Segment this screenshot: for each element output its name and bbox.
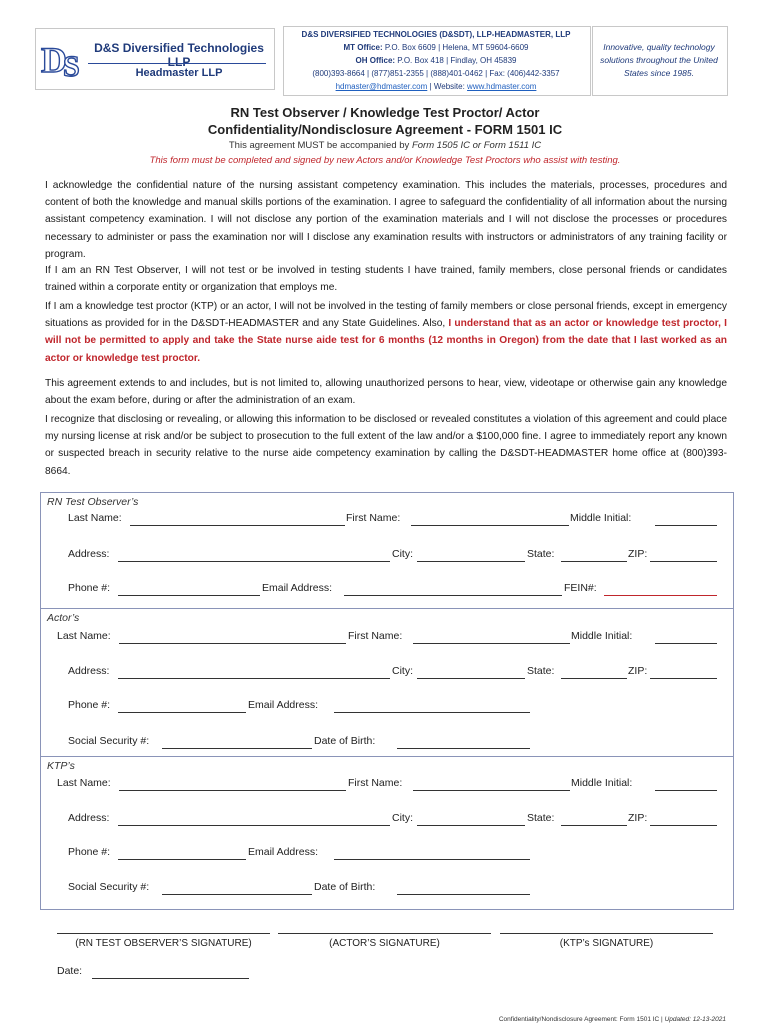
- paragraph-ktp-actor: [45, 298, 727, 367]
- ktp-zip-label: ZIP:: [628, 812, 648, 824]
- date-label: Date:: [57, 965, 83, 977]
- rn-phone-field[interactable]: [118, 595, 260, 596]
- office-info: [286, 28, 586, 93]
- accompany-note-text: This agreement MUST be accompanied by: [228, 140, 412, 151]
- actor-state-field[interactable]: [561, 678, 627, 679]
- rn-last-name-label: Last Name:: [68, 512, 122, 524]
- rn-city-field[interactable]: [417, 561, 525, 562]
- form-title: RN Test Observer / Knowledge Test Proctor/ Actor: [230, 105, 540, 120]
- actor-zip-field[interactable]: [650, 678, 717, 679]
- ktp-dob-label: Date of Birth:: [314, 881, 376, 893]
- ktp-ssn-field[interactable]: [162, 894, 312, 895]
- actor-email-field[interactable]: [334, 712, 530, 713]
- rn-middle-initial-label: Middle Initial:: [570, 512, 632, 524]
- actor-ssn-field[interactable]: [162, 748, 312, 749]
- paragraph-ktp-actor-text: If I am a knowledge test proctor (KTP) or an actor, I will not be involved in the testing of family members or close personal friends, except in emergency situations as provided for in the D&SDT-HEADMASTER and any State Guidelines. Also,: [45, 301, 727, 330]
- form-divider: [40, 756, 734, 757]
- ktp-address-field[interactable]: [118, 825, 390, 826]
- ktp-state-label: State:: [527, 812, 555, 824]
- company-legal-name: D&S DIVERSIFIED TECHNOLOGIES (D&SDT), LLP-HEADMASTER, LLP: [301, 30, 571, 39]
- actor-address-label: Address:: [68, 665, 110, 677]
- ktp-phone-field[interactable]: [118, 859, 246, 860]
- company-name: D&S Diversified Technologies LLP: [94, 41, 264, 69]
- rn-address-field[interactable]: [118, 561, 390, 562]
- rn-first-name-field[interactable]: [411, 525, 569, 526]
- rn-last-name-field[interactable]: [130, 525, 345, 526]
- ktp-middle-initial-field[interactable]: [655, 790, 717, 791]
- rn-first-name-label: First Name:: [346, 512, 401, 524]
- website-link[interactable]: www.hdmaster.com: [467, 82, 537, 91]
- rn-signature-label: (RN TEST OBSERVER’S SIGNATURE): [75, 938, 252, 949]
- rn-city-label: City:: [392, 548, 413, 560]
- ktp-state-field[interactable]: [561, 825, 627, 826]
- phone-numbers: (800)393-8664 | (877)851-2355 | (888)401-0462 | Fax: (406)442-3357: [312, 69, 560, 78]
- page-footer: [420, 1016, 726, 1023]
- paragraph-confidentiality: I acknowledge the confidential nature of the nursing assistant competency examination. This includes the materials, processes, procedures and content of both the knowledge and manual skills portions of the examination. I agree to safeguard the confidentiality of all information about the nursing assistant competency examination. I will not disclose any portion of the examination materials and I will not disclose the processes or procedures necessary to administer or pass the examination nor will I disclose any examination results with instructors or administrators of any training facility or program.: [45, 180, 727, 260]
- form-subtitle: Confidentiality/Nondisclosure Agreement - FORM 1501 IC: [207, 122, 563, 137]
- logo-divider: [88, 63, 266, 64]
- email-link[interactable]: hdmaster@hdmaster.com: [335, 82, 428, 91]
- rn-state-field[interactable]: [561, 561, 627, 562]
- rn-zip-field[interactable]: [650, 561, 717, 562]
- actor-phone-field[interactable]: [118, 712, 246, 713]
- paragraph-ktp-actor-warning: I understand that as an actor or knowledge test proctor, I will not be permitted to apply and take the State nurse aide test for 6 months (12 months in Oregon) from the date that I last worked as an actor or knowledge test proctor.: [45, 318, 727, 364]
- ktp-city-label: City:: [392, 812, 413, 824]
- actor-state-label: State:: [527, 665, 555, 677]
- rn-section-label: RN Test Observer’s: [47, 496, 139, 508]
- tagline: Innovative, quality technology solutions throughout the United States since 1985.: [600, 42, 718, 78]
- oh-office-label: OH Office:: [355, 56, 396, 65]
- ktp-last-name-field[interactable]: [119, 790, 346, 791]
- ktp-signature-label: (KTP’s SIGNATURE): [559, 938, 654, 949]
- actor-last-name-label: Last Name:: [57, 630, 111, 642]
- actor-dob-label: Date of Birth:: [314, 735, 376, 747]
- svg-text:S: S: [63, 50, 80, 82]
- mt-office-address: P.O. Box 6609 | Helena, MT 59604-6609: [384, 43, 529, 52]
- ktp-city-field[interactable]: [417, 825, 525, 826]
- actor-signature-label: (ACTOR’S SIGNATURE): [329, 938, 440, 949]
- rn-zip-label: ZIP:: [628, 548, 648, 560]
- paragraph-rn-observer: If I am an RN Test Observer, I will not test or be involved in testing students I have trained, family members, close personal friends or candidates trained within a corporate entity or organization that employs me.: [45, 265, 727, 294]
- actor-city-label: City:: [392, 665, 413, 677]
- oh-office-address: P.O. Box 418 | Findlay, OH 45839: [397, 56, 517, 65]
- rn-phone-label: Phone #:: [68, 582, 111, 594]
- ktp-zip-field[interactable]: [650, 825, 717, 826]
- actor-dob-field[interactable]: [397, 748, 530, 749]
- ktp-ssn-label: Social Security #:: [68, 881, 150, 893]
- paragraph-agreement-scope: This agreement extends to and includes, but is not limited to, allowing unauthorized persons to hear, view, videotape or otherwise gain any knowledge about the exam before, during or after the administration of an exam.: [45, 378, 727, 407]
- ktp-email-label: Email Address:: [248, 846, 319, 858]
- mt-office-label: MT Office:: [343, 43, 383, 52]
- rn-address-label: Address:: [68, 548, 110, 560]
- rn-fein-field[interactable]: [604, 595, 717, 596]
- actor-email-label: Email Address:: [248, 699, 319, 711]
- ktp-section-label: KTP’s: [47, 760, 75, 772]
- ds-logo-icon: [39, 36, 87, 82]
- website-label: | Website:: [429, 82, 465, 91]
- rn-middle-initial-field[interactable]: [655, 525, 717, 526]
- actor-first-name-field[interactable]: [413, 643, 570, 644]
- svg-text:D: D: [41, 40, 67, 80]
- ktp-phone-label: Phone #:: [68, 846, 111, 858]
- company-subname: Headmaster LLP: [135, 67, 223, 79]
- footer-form-id: Confidentiality/Nondisclosure Agreement: Form 1501 IC |: [498, 1016, 665, 1023]
- date-field[interactable]: [92, 978, 249, 979]
- ktp-last-name-label: Last Name:: [57, 777, 111, 789]
- actor-phone-label: Phone #:: [68, 699, 111, 711]
- ktp-first-name-label: First Name:: [348, 777, 403, 789]
- ktp-address-label: Address:: [68, 812, 110, 824]
- actor-last-name-field[interactable]: [119, 643, 346, 644]
- rn-email-field[interactable]: [344, 595, 562, 596]
- actor-zip-label: ZIP:: [628, 665, 648, 677]
- form-divider: [40, 608, 734, 609]
- ktp-email-field[interactable]: [334, 859, 530, 860]
- actor-first-name-label: First Name:: [348, 630, 403, 642]
- accompany-note: [0, 140, 770, 151]
- rn-email-label: Email Address:: [262, 582, 333, 594]
- rn-fein-label: FEIN#:: [564, 582, 597, 594]
- actor-middle-initial-field[interactable]: [655, 643, 717, 644]
- rn-state-label: State:: [527, 548, 555, 560]
- rn-signature-line[interactable]: [57, 933, 270, 934]
- footer-updated: Updated: 12-13-2021: [664, 1016, 726, 1023]
- ktp-middle-initial-label: Middle Initial:: [571, 777, 633, 789]
- actor-section-label: Actor’s: [47, 612, 80, 624]
- actor-city-field[interactable]: [417, 678, 525, 679]
- completion-warning: This form must be completed and signed by new Actors and/or Knowledge Test Proctors who assist with testing.: [149, 155, 621, 166]
- ktp-first-name-field[interactable]: [413, 790, 570, 791]
- paragraph-violation: I recognize that disclosing or revealing, or allowing this information to be disclosed or revealed constitutes a violation of this agreement and could place my nursing license at risk and/or be subject to prosecution to the full extent of the law and/or a $100,000 fine. I agree to immediately report any known or suspected breach in security relative to the nurse aide competency examination by calling the D&SDT-HEADMASTER home office at (800)393-8664.: [45, 414, 727, 477]
- actor-middle-initial-label: Middle Initial:: [571, 630, 633, 642]
- actor-ssn-label: Social Security #:: [68, 735, 150, 747]
- ktp-signature-line[interactable]: [500, 933, 713, 934]
- accompany-note-forms: Form 1505 IC or Form 1511 IC: [411, 140, 542, 151]
- actor-address-field[interactable]: [118, 678, 390, 679]
- actor-signature-line[interactable]: [278, 933, 491, 934]
- ktp-dob-field[interactable]: [397, 894, 530, 895]
